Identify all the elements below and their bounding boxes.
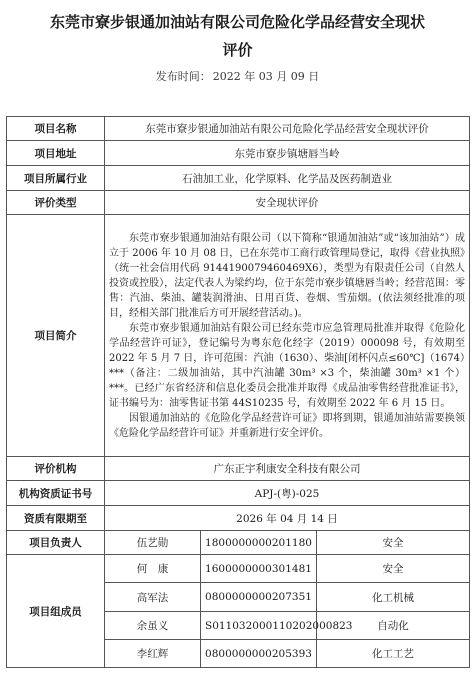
value-project-name: 东莞市寮步银通加油站有限公司危险化学品经营安全现状评价: [105, 117, 470, 141]
value-cert-expiry: 2026 年 04 月 14 日: [105, 506, 470, 531]
report-title-line1: 东莞市寮步银通加油站有限公司危险化学品经营安全现状: [49, 13, 425, 31]
member-field: 化工机械: [317, 583, 470, 612]
label-project-name: 项目名称: [7, 117, 105, 141]
value-industry: 石油加工业，化学原料、化学品及医药制造业: [105, 166, 470, 191]
value-eval-type: 安全现状评价: [105, 191, 470, 215]
label-intro: 项目简介: [7, 215, 105, 457]
project-info-table: [6, 116, 470, 668]
value-project-address: 东莞市寮步镇塘唇当岭: [105, 141, 470, 166]
member-name: 李红辉: [105, 640, 201, 668]
leader-field: 安全: [317, 531, 470, 555]
member-id: S011032000110202000823: [201, 612, 317, 640]
row-intro: [7, 215, 470, 457]
value-intro: [105, 215, 470, 457]
label-project-address: 项目地址: [7, 141, 105, 166]
leader-id: 1800000000201180: [201, 531, 317, 555]
row-cert-expiry: [7, 506, 470, 531]
publish-date-label: 发布时间：: [155, 70, 211, 83]
label-cert-expiry: 资质有限期至: [7, 506, 105, 531]
member-id: 0800000000207351: [201, 583, 317, 612]
intro-paragraph: 东莞市寮步银通加油站有限公司（以下简称“银通加油站”或“该加油站”）成立于 2006 年 10 月 08 日，已在东莞市工商行政管理局登记，取得《营业执照》（统一社会信用代码 9144190079460469X6），类型为有限责任公司（自然人投资或控股），法定代表人为梁约均，位于东莞市寮步镇塘唇当岭；经营范围：零售：汽油、柴油、罐装润滑油、日用百货、卷烟、雪茄烟。(依法须经批准的项目，经相关部门批准后方可开展经营活动。)。: [109, 232, 465, 319]
publish-date-value: 2022 年 03 月 09 日: [212, 70, 320, 83]
value-cert-no: APJ-(粤)-025: [105, 481, 470, 506]
member-name: 余虽义: [105, 612, 201, 640]
report-title-line2: 评价: [222, 41, 253, 59]
row-project-name: [7, 117, 470, 141]
member-field: 化工工艺: [317, 640, 470, 668]
intro-paragraph: 因银通加油站的《危险化学品经营许可证》即将到期，银通加油站需要换领《危险化学品经营许可证》并重新进行安全评价。: [109, 412, 465, 439]
leader-name: 伍艺勋: [105, 531, 201, 555]
value-eval-org: 广东正宇利康安全科技有限公司: [105, 457, 470, 481]
label-leader: 项目负责人: [7, 531, 105, 555]
row-eval-org: [7, 457, 470, 481]
member-name: 何 康: [105, 555, 201, 583]
label-industry: 项目所属行业: [7, 166, 105, 191]
publish-date-line: [0, 68, 475, 84]
row-industry: [7, 166, 470, 191]
member-id: 1600000000301481: [201, 555, 317, 583]
member-name: 高军法: [105, 583, 201, 612]
label-eval-type: 评价类型: [7, 191, 105, 215]
row-cert-no: [7, 481, 470, 506]
row-eval-type: [7, 191, 470, 215]
member-field: 安全: [317, 555, 470, 583]
member-id: 0800000000205393: [201, 640, 317, 668]
member-field: 自动化: [317, 612, 470, 640]
label-members: 项目组成员: [7, 555, 105, 668]
member-row: [7, 555, 470, 583]
label-cert-no: 机构资质证书号: [7, 481, 105, 506]
row-leader: [7, 531, 470, 555]
label-eval-org: 评价机构: [7, 457, 105, 481]
row-project-address: [7, 141, 470, 166]
intro-paragraph: 东莞市寮步银通加油站有限公司已经东莞市应急管理局批准并取得《危险化学品经营许可证》，登记编号为粤东危化经字（2019）000098 号，有效期至 2022 年 5 月 7 日，许可范围：汽油（1630）、柴油[闭杯闪点≤60℃]（1674）***（备注：二级加油站，其中汽油罐 30m³ ×3 个，柴油罐 30m³ ×1 个）***。已经广东省经济和信息化委员会批准并取得《成品油零售经营批准证书》，证书编号为：油零售证书第 44S10235 号，有效期至 2022 年 6 月 15 日。: [109, 322, 465, 409]
